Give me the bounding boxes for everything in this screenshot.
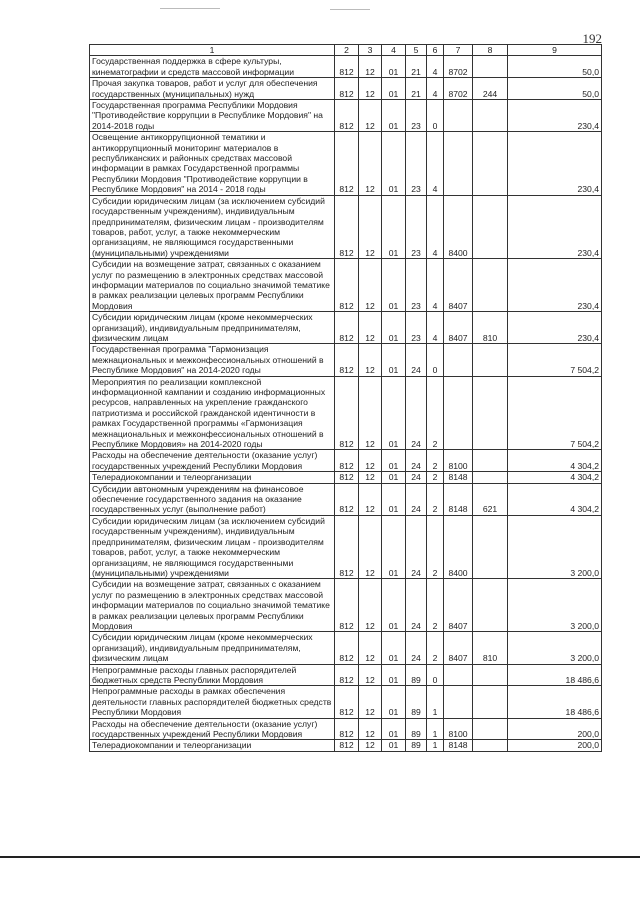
- row-section: 12: [359, 195, 382, 258]
- row-section: 12: [359, 132, 382, 195]
- row-subprogram: 2: [427, 483, 444, 515]
- row-admin-code: 812: [335, 515, 359, 578]
- row-subprogram: 0: [427, 100, 444, 132]
- table-row: [90, 483, 602, 515]
- row-target-item: [444, 132, 473, 195]
- footer-rule: [0, 856, 640, 858]
- row-subprogram: 2: [427, 515, 444, 578]
- row-subprogram: 1: [427, 686, 444, 718]
- row-admin-code: 812: [335, 312, 359, 344]
- row-amount: 50,0: [508, 78, 602, 100]
- row-amount: 230,4: [508, 312, 602, 344]
- row-name: Субсидии юридическим лицам (кроме некоммерческих организаций), индивидуальным предпринимателям, физическим лицам: [90, 312, 335, 344]
- row-section: 12: [359, 664, 382, 686]
- row-admin-code: 812: [335, 344, 359, 376]
- row-admin-code: 812: [335, 56, 359, 78]
- header-col-9: 9: [508, 45, 602, 56]
- row-section: 12: [359, 78, 382, 100]
- row-target-item: 8407: [444, 312, 473, 344]
- row-program: 23: [406, 132, 427, 195]
- row-amount: 200,0: [508, 718, 602, 740]
- row-subprogram: 2: [427, 450, 444, 472]
- row-program: 89: [406, 740, 427, 751]
- row-subprogram: 4: [427, 56, 444, 78]
- row-target-item: 8100: [444, 718, 473, 740]
- row-expense-type: [473, 344, 508, 376]
- row-name: Субсидии юридическим лицам (за исключением субсидий государственным учреждениям), индивидуальным предпринимателям, физическим лицам - производителям товаров, работ, услуг, а также некоммерческим организациям, не являющимся государственными (муниципальными) учреждениями: [90, 515, 335, 578]
- row-admin-code: 812: [335, 472, 359, 483]
- row-name: Государственная программа Республики Мордовия "Противодействие коррупции в Республике Мордовия" на 2014-2018 годы: [90, 100, 335, 132]
- table-row: [90, 686, 602, 718]
- row-name: Расходы на обеспечение деятельности (оказание услуг) государственных учреждений Республики Мордовия: [90, 718, 335, 740]
- row-section: 12: [359, 312, 382, 344]
- row-subprogram: 2: [427, 472, 444, 483]
- table-row: [90, 632, 602, 664]
- row-subsection: 01: [382, 740, 406, 751]
- table-row: [90, 718, 602, 740]
- row-amount: 3 200,0: [508, 632, 602, 664]
- header-col-1: 1: [90, 45, 335, 56]
- row-program: 89: [406, 686, 427, 718]
- row-target-item: 8148: [444, 740, 473, 751]
- row-name: Субсидии на возмещение затрат, связанных с оказанием услуг по размещению в электронных средствах массовой информации материалов по социально значимой тематике в рамках реализации целевых программ Республики Мордовия: [90, 579, 335, 632]
- row-amount: 18 486,6: [508, 664, 602, 686]
- table-row: [90, 579, 602, 632]
- row-program: 24: [406, 376, 427, 450]
- row-subprogram: 4: [427, 78, 444, 100]
- row-target-item: 8100: [444, 450, 473, 472]
- row-subsection: 01: [382, 686, 406, 718]
- row-expense-type: [473, 56, 508, 78]
- row-amount: 18 486,6: [508, 686, 602, 718]
- row-section: 12: [359, 579, 382, 632]
- row-subsection: 01: [382, 376, 406, 450]
- table-row: [90, 132, 602, 195]
- row-name: Государственная программа "Гармонизация межнациональных и межконфессиональных отношений в Республике Мордовия" на 2014-2020 годы: [90, 344, 335, 376]
- row-amount: 7 504,2: [508, 344, 602, 376]
- row-subsection: 01: [382, 259, 406, 312]
- row-admin-code: 812: [335, 100, 359, 132]
- row-program: 24: [406, 579, 427, 632]
- row-amount: 4 304,2: [508, 450, 602, 472]
- row-subsection: 01: [382, 78, 406, 100]
- row-target-item: [444, 376, 473, 450]
- row-expense-type: [473, 686, 508, 718]
- row-subsection: 01: [382, 312, 406, 344]
- row-expense-type: [473, 376, 508, 450]
- header-col-3: 3: [359, 45, 382, 56]
- row-program: 24: [406, 450, 427, 472]
- row-name: Субсидии автономным учреждениям на финансовое обеспечение государственного задания на оказание государственных услуг (выполнение работ): [90, 483, 335, 515]
- row-admin-code: 812: [335, 132, 359, 195]
- header-col-7: 7: [444, 45, 473, 56]
- header-col-2: 2: [335, 45, 359, 56]
- row-program: 21: [406, 56, 427, 78]
- row-subsection: 01: [382, 450, 406, 472]
- row-name: Субсидии на возмещение затрат, связанных с оказанием услуг по размещению в электронных средствах массовой информации материалов по социально значимой тематике в рамках реализации целевых программ Республики Мордовия: [90, 259, 335, 312]
- row-subsection: 01: [382, 515, 406, 578]
- row-target-item: 8148: [444, 472, 473, 483]
- row-expense-type: 810: [473, 312, 508, 344]
- row-subprogram: 4: [427, 259, 444, 312]
- row-expense-type: 621: [473, 483, 508, 515]
- row-target-item: 8702: [444, 56, 473, 78]
- row-amount: 3 200,0: [508, 579, 602, 632]
- row-target-item: 8407: [444, 632, 473, 664]
- row-section: 12: [359, 259, 382, 312]
- row-target-item: 8400: [444, 195, 473, 258]
- row-expense-type: [473, 579, 508, 632]
- row-target-item: [444, 686, 473, 718]
- header-row: [90, 45, 602, 56]
- row-amount: 4 304,2: [508, 472, 602, 483]
- row-amount: 230,4: [508, 132, 602, 195]
- row-admin-code: 812: [335, 579, 359, 632]
- row-section: 12: [359, 56, 382, 78]
- row-target-item: 8400: [444, 515, 473, 578]
- row-subsection: 01: [382, 56, 406, 78]
- row-expense-type: 810: [473, 632, 508, 664]
- row-expense-type: 244: [473, 78, 508, 100]
- row-subsection: 01: [382, 195, 406, 258]
- row-subsection: 01: [382, 132, 406, 195]
- row-name: Освещение антикоррупционной тематики и антикоррупционный мониторинг материалов в республиканских и районных средствах массовой информации в рамках Государственной программы Республики Мордовия "Противодействие коррупции в Республике Мордовия" на 2014 - 2018 годы: [90, 132, 335, 195]
- row-subsection: 01: [382, 483, 406, 515]
- table-row: [90, 515, 602, 578]
- row-subsection: 01: [382, 344, 406, 376]
- row-amount: 3 200,0: [508, 515, 602, 578]
- row-admin-code: 812: [335, 195, 359, 258]
- row-section: 12: [359, 450, 382, 472]
- row-name: Расходы на обеспечение деятельности (оказание услуг) государственных учреждений Республики Мордовия: [90, 450, 335, 472]
- row-name: Телерадиокомпании и телеорганизации: [90, 740, 335, 751]
- row-target-item: [444, 664, 473, 686]
- row-subprogram: 1: [427, 718, 444, 740]
- row-subprogram: 2: [427, 376, 444, 450]
- row-expense-type: [473, 740, 508, 751]
- row-expense-type: [473, 450, 508, 472]
- row-name: Непрограммные расходы главных распорядителей бюджетных средств Республики Мордовия: [90, 664, 335, 686]
- row-program: 24: [406, 472, 427, 483]
- row-admin-code: 812: [335, 78, 359, 100]
- row-amount: 200,0: [508, 740, 602, 751]
- row-section: 12: [359, 515, 382, 578]
- row-section: 12: [359, 718, 382, 740]
- table-row: [90, 450, 602, 472]
- header-col-8: 8: [473, 45, 508, 56]
- row-subsection: 01: [382, 632, 406, 664]
- row-section: 12: [359, 686, 382, 718]
- row-name: Субсидии юридическим лицам (за исключением субсидий государственным учреждениям), индивидуальным предпринимателям, физическим лицам - производителям товаров, работ, услуг, а также некоммерческим организациям, не являющимся государственными (муниципальными) учреждениями: [90, 195, 335, 258]
- row-subsection: 01: [382, 472, 406, 483]
- row-subprogram: 0: [427, 664, 444, 686]
- row-program: 23: [406, 100, 427, 132]
- table-row: [90, 312, 602, 344]
- row-name: Прочая закупка товаров, работ и услуг для обеспечения государственных (муниципальных) нужд: [90, 78, 335, 100]
- row-target-item: [444, 100, 473, 132]
- row-name: Субсидии юридическим лицам (кроме некоммерческих организаций), индивидуальным предпринимателям, физическим лицам: [90, 632, 335, 664]
- row-target-item: 8148: [444, 483, 473, 515]
- row-program: 24: [406, 344, 427, 376]
- row-program: 89: [406, 664, 427, 686]
- row-admin-code: 812: [335, 483, 359, 515]
- row-admin-code: 812: [335, 740, 359, 751]
- row-subprogram: 1: [427, 740, 444, 751]
- row-program: 24: [406, 515, 427, 578]
- row-admin-code: 812: [335, 664, 359, 686]
- row-admin-code: 812: [335, 718, 359, 740]
- table-row: [90, 100, 602, 132]
- table-row: [90, 472, 602, 483]
- row-admin-code: 812: [335, 376, 359, 450]
- row-section: 12: [359, 483, 382, 515]
- row-subprogram: 2: [427, 632, 444, 664]
- table-row: [90, 56, 602, 78]
- table-row: [90, 195, 602, 258]
- row-expense-type: [473, 515, 508, 578]
- row-expense-type: [473, 472, 508, 483]
- row-program: 24: [406, 632, 427, 664]
- row-subsection: 01: [382, 100, 406, 132]
- row-subprogram: 0: [427, 344, 444, 376]
- row-program: 21: [406, 78, 427, 100]
- row-expense-type: [473, 100, 508, 132]
- row-program: 89: [406, 718, 427, 740]
- row-expense-type: [473, 718, 508, 740]
- header-col-6: 6: [427, 45, 444, 56]
- row-section: 12: [359, 632, 382, 664]
- row-section: 12: [359, 344, 382, 376]
- row-subsection: 01: [382, 579, 406, 632]
- row-subsection: 01: [382, 718, 406, 740]
- table-row: [90, 740, 602, 751]
- row-amount: 230,4: [508, 195, 602, 258]
- row-expense-type: [473, 132, 508, 195]
- row-section: 12: [359, 472, 382, 483]
- row-admin-code: 812: [335, 450, 359, 472]
- scan-artifact: [160, 8, 220, 9]
- row-subprogram: 4: [427, 132, 444, 195]
- row-amount: 50,0: [508, 56, 602, 78]
- row-section: 12: [359, 740, 382, 751]
- row-target-item: 8702: [444, 78, 473, 100]
- row-expense-type: [473, 195, 508, 258]
- row-target-item: [444, 344, 473, 376]
- table-row: [90, 259, 602, 312]
- row-name: Телерадиокомпании и телеорганизации: [90, 472, 335, 483]
- row-program: 23: [406, 195, 427, 258]
- row-admin-code: 812: [335, 259, 359, 312]
- row-subsection: 01: [382, 664, 406, 686]
- row-program: 24: [406, 483, 427, 515]
- row-amount: 7 504,2: [508, 376, 602, 450]
- row-amount: 230,4: [508, 100, 602, 132]
- row-name: Государственная поддержка в сфере культуры, кинематографии и средств массовой информации: [90, 56, 335, 78]
- table-row: [90, 376, 602, 450]
- row-admin-code: 812: [335, 686, 359, 718]
- table-row: [90, 344, 602, 376]
- row-subprogram: 4: [427, 312, 444, 344]
- scan-artifact: [330, 9, 370, 10]
- row-section: 12: [359, 100, 382, 132]
- header-col-4: 4: [382, 45, 406, 56]
- row-target-item: 8407: [444, 259, 473, 312]
- row-subprogram: 2: [427, 579, 444, 632]
- row-name: Непрограммные расходы в рамках обеспечения деятельности главных распорядителей бюджетных средств Республики Мордовия: [90, 686, 335, 718]
- row-admin-code: 812: [335, 632, 359, 664]
- table-row: [90, 78, 602, 100]
- row-target-item: 8407: [444, 579, 473, 632]
- row-amount: 4 304,2: [508, 483, 602, 515]
- table-row: [90, 664, 602, 686]
- page-number: 192: [582, 31, 602, 46]
- row-name: Мероприятия по реализации комплексной информационной кампании и созданию информационных ресурсов, направленных на укрепление гражданского патриотизма и российской гражданской идентичности в рамках Государственной программы «Гармонизация межнациональных и межконфессиональных отношений в Республике Мордовия» на 2014-2020 годы: [90, 376, 335, 450]
- row-program: 23: [406, 312, 427, 344]
- header-col-5: 5: [406, 45, 427, 56]
- row-subprogram: 4: [427, 195, 444, 258]
- budget-table: [89, 44, 602, 752]
- row-section: 12: [359, 376, 382, 450]
- row-amount: 230,4: [508, 259, 602, 312]
- row-program: 23: [406, 259, 427, 312]
- row-expense-type: [473, 259, 508, 312]
- row-expense-type: [473, 664, 508, 686]
